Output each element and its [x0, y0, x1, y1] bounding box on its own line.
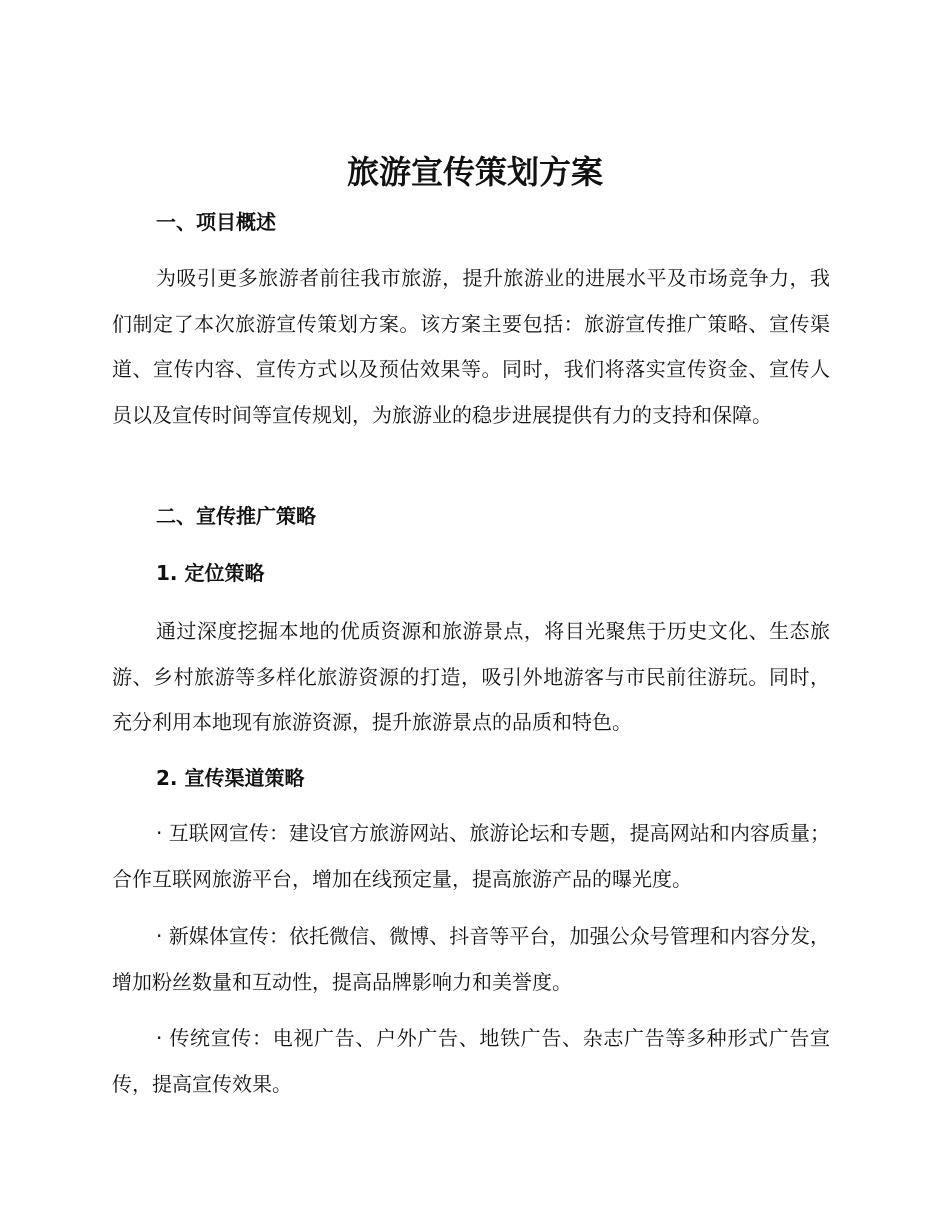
bullet-internet: · 互联网宣传：建设官方旅游网站、旅游论坛和专题，提高网站和内容质量；合作互联网旅游平台，增加在线预定量，提高旅游产品的曝光度。 [112, 821, 830, 891]
section-heading-overview: 一、项目概述 [156, 210, 276, 234]
overview-paragraph: 为吸引更多旅游者前往我市旅游，提升旅游业的进展水平及市场竞争力，我们制定了本次旅游宣传策划方案。该方案主要包括：旅游宣传推广策略、宣传渠道、宣传内容、宣传方式以及预估效果等。同时，我们将落实宣传资金、宣传人员以及宣传时间等宣传规划，为旅游业的稳步进展提供有力的支持和保障。 [112, 266, 830, 427]
document-title: 旅游宣传策划方案 [346, 153, 603, 191]
positioning-paragraph: 通过深度挖掘本地的优质资源和旅游景点，将目光聚焦于历史文化、生态旅游、乡村旅游等多样化旅游资源的打造，吸引外地游客与市民前往游玩。同时，充分利用本地现有旅游资源，提升旅游景点的品质和特色。 [112, 619, 830, 734]
section-heading-strategy: 二、宣传推广策略 [156, 504, 316, 528]
subheading-positioning: 1. 定位策略 [156, 561, 265, 585]
bullet-traditional: · 传统宣传：电视广告、户外广告、地铁广告、杂志广告等多种形式广告宣传，提高宣传效果。 [112, 1026, 830, 1096]
subheading-channels: 2. 宣传渠道策略 [156, 766, 305, 790]
bullet-new-media: · 新媒体宣传：依托微信、微博、抖音等平台，加强公众号管理和内容分发，增加粉丝数量和互动性，提高品牌影响力和美誉度。 [112, 924, 830, 994]
